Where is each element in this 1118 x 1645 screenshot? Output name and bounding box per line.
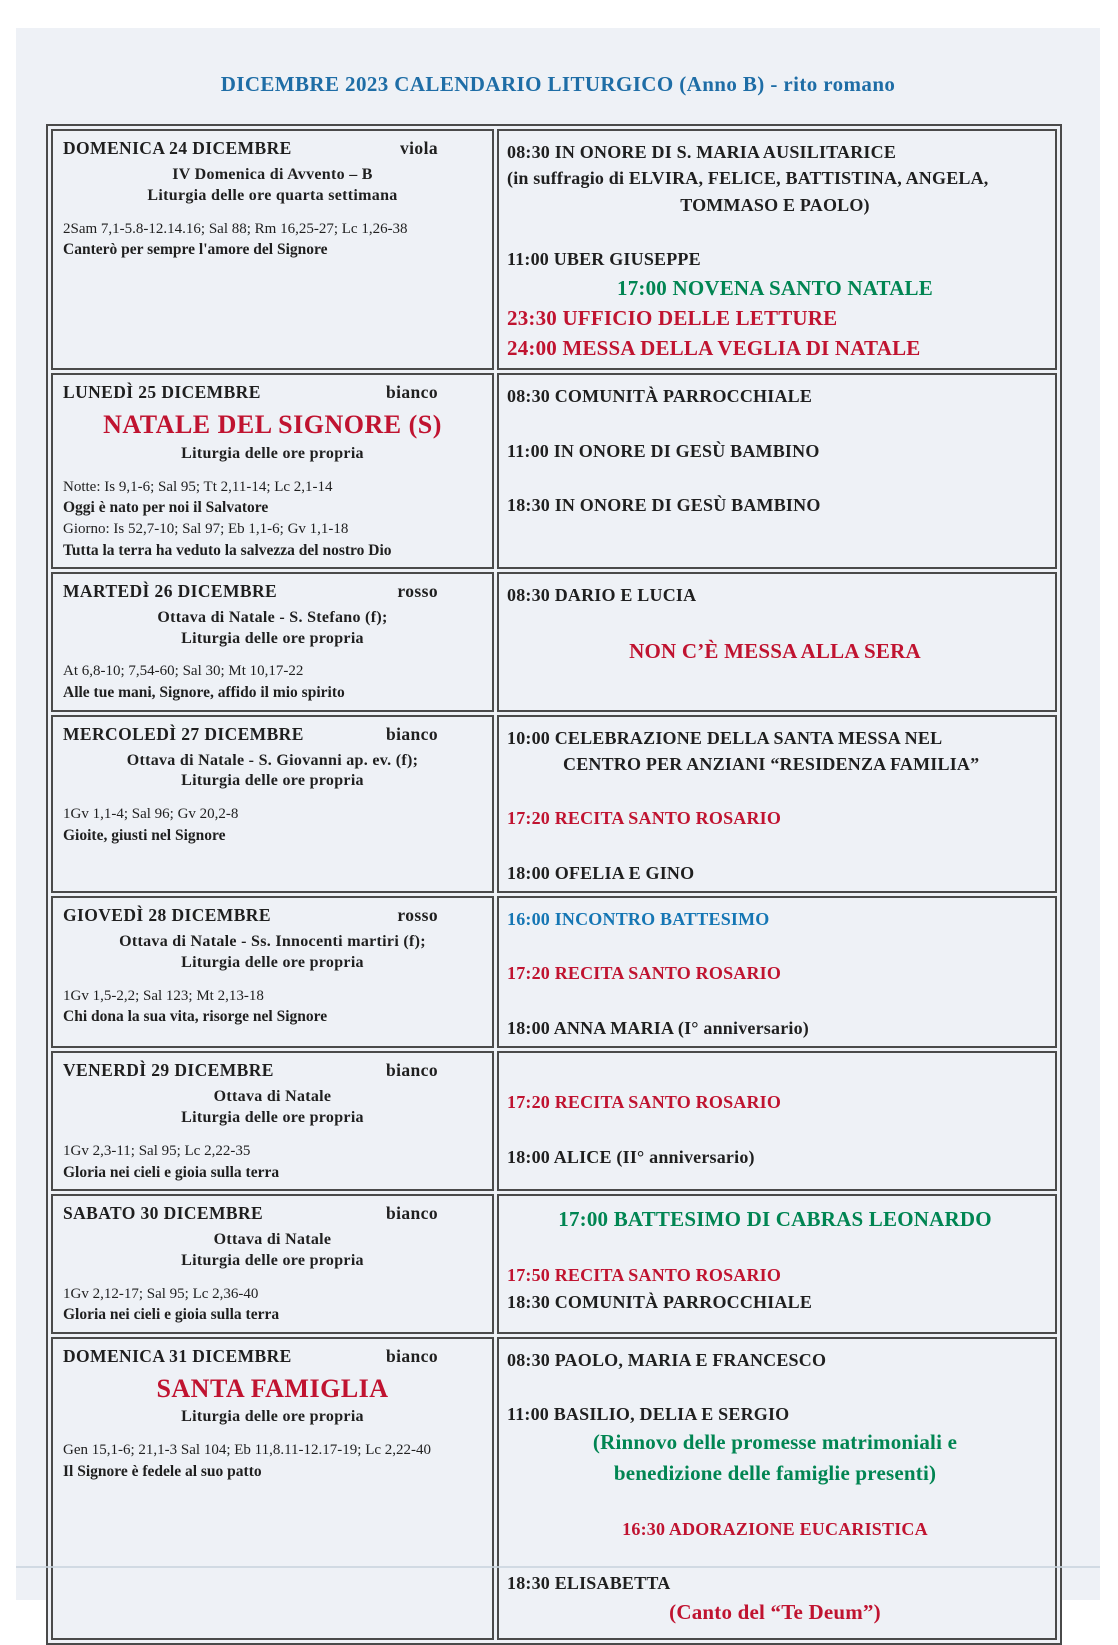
day-events-cell [497, 896, 1057, 1048]
liturgical-color-label: bianco [386, 723, 438, 744]
reading-line: Notte: Is 9,1-6; Sal 95; Tt 2,11-14; Lc 2,1-14 [63, 478, 333, 495]
event-line: 16:00 INCONTRO BATTESIMO [507, 909, 770, 930]
event-line: 08:30 PAOLO, MARIA E FRANCESCO [507, 1349, 827, 1370]
reading-line: Il Signore è fedele al suo patto [63, 1462, 262, 1480]
scan-artifact-line [16, 1566, 1100, 1568]
day-header [63, 905, 482, 926]
feast-line: NATALE DEL SIGNORE (S) [103, 410, 442, 440]
reading-line: Tutta la terra ha veduto la salvezza del nostro Dio [63, 541, 392, 559]
event-line: benedizione delle famiglie presenti) [613, 1460, 937, 1485]
feast-line: Liturgia delle ore propria [181, 444, 364, 462]
event-line: 08:30 DARIO E LUCIA [507, 584, 697, 605]
event-line: 17:00 NOVENA SANTO NATALE [617, 275, 933, 300]
readings-block [63, 1141, 482, 1183]
feast-line: Ottava di Natale [213, 1088, 332, 1106]
liturgical-color-label: bianco [386, 382, 438, 403]
readings-block [63, 1284, 482, 1326]
event-line: NON C’È MESSA ALLA SERA [629, 639, 921, 664]
reading-line: Gen 15,1-6; 21,1-3 Sal 104; Eb 11,8.11-12.17-19; Lc 2,22-40 [63, 1441, 432, 1458]
feast-block [63, 1373, 482, 1428]
feast-block [63, 751, 482, 793]
event-line: 18:00 ANNA MARIA (I° anniversario) [507, 1017, 809, 1038]
event-line: 24:00 MESSA DELLA VEGLIA DI NATALE [507, 336, 921, 361]
reading-line: 1Gv 1,5-2,2; Sal 123; Mt 2,13-18 [63, 987, 264, 1004]
reading-line: Chi dona la sua vita, risorge nel Signore [63, 1008, 328, 1026]
day-header [63, 138, 482, 159]
feast-line: Liturgia delle ore quarta settimana [147, 186, 398, 204]
liturgical-color-label: rosso [397, 905, 438, 926]
readings-block [63, 1440, 482, 1482]
day-header [63, 581, 482, 602]
calendar-table [46, 124, 1062, 1645]
liturgical-color-label: bianco [386, 1202, 438, 1223]
day-events-cell [497, 373, 1057, 568]
event-line: (in suffragio di ELVIRA, FELICE, BATTISTINA, ANGELA, [507, 168, 989, 189]
day-header [63, 1346, 482, 1367]
event-line: 18:30 IN ONORE DI GESÙ BAMBINO [507, 495, 821, 516]
event-line: 18:30 ELISABETTA [507, 1573, 671, 1594]
page-title: DICEMBRE 2023 CALENDARIO LITURGICO (Anno B) - rito romano [220, 72, 896, 96]
readings-block [63, 661, 482, 703]
day-header [63, 1203, 482, 1224]
liturgical-color-label: viola [400, 138, 438, 158]
event-line: 16:30 ADORAZIONE EUCARISTICA [622, 1518, 928, 1539]
feast-block [63, 932, 482, 974]
feast-line: Ottava di Natale - S. Giovanni ap. ev. (f); [126, 751, 419, 769]
day-events-cell [497, 1051, 1057, 1191]
day-name: SABATO 30 DICEMBRE [63, 1202, 264, 1223]
feast-line: IV Domenica di Avvento – B [172, 166, 373, 183]
reading-line: Gioite, giusti nel Signore [63, 826, 226, 844]
readings-block [63, 986, 482, 1028]
feast-line: Liturgia delle ore propria [181, 629, 364, 647]
day-name: MARTEDÌ 26 DICEMBRE [63, 580, 278, 601]
feast-block [63, 409, 482, 464]
reading-line: Giorno: Is 52,7-10; Sal 97; Eb 1,1-6; Gv 1,1-18 [63, 520, 349, 537]
day-events-cell [497, 129, 1057, 370]
event-line: 11:00 UBER GIUSEPPE [507, 249, 701, 270]
event-line: 10:00 CELEBRAZIONE DELLA SANTA MESSA NEL [507, 727, 943, 748]
liturgical-color-label: rosso [397, 580, 438, 601]
day-name: MERCOLEDÌ 27 DICEMBRE [63, 723, 304, 744]
event-line: (Canto del “Te Deum”) [669, 1599, 881, 1624]
day-events-cell [497, 572, 1057, 712]
reading-line: Oggi è nato per noi il Salvatore [63, 499, 269, 517]
day-info-cell [51, 896, 494, 1048]
reading-line: 1Gv 2,12-17; Sal 95; Lc 2,36-40 [63, 1285, 259, 1302]
reading-line: 1Gv 2,3-11; Sal 95; Lc 2,22-35 [63, 1142, 251, 1159]
feast-block [63, 1087, 482, 1129]
feast-line: Liturgia delle ore propria [181, 1109, 364, 1127]
reading-line: Canterò per sempre l'amore del Signore [63, 241, 328, 259]
scanned-page [16, 28, 1100, 1624]
feast-line: Ottava di Natale - Ss. Innocenti martiri (f); [119, 933, 426, 951]
reading-line: At 6,8-10; 7,54-60; Sal 30; Mt 10,17-22 [63, 663, 304, 680]
event-line: TOMMASO E PAOLO) [680, 194, 870, 215]
liturgical-color-label: bianco [386, 1345, 438, 1366]
day-header [63, 724, 482, 745]
day-name: DOMENICA 24 DICEMBRE [63, 138, 292, 158]
feast-line: Liturgia delle ore propria [181, 953, 364, 971]
event-line: CENTRO PER ANZIANI “RESIDENZA FAMILIA” [563, 753, 980, 774]
reading-line: Alle tue mani, Signore, affido il mio spirito [63, 684, 345, 702]
reading-line: 2Sam 7,1-5.8-12.14.16; Sal 88; Rm 16,25-27; Lc 1,26-38 [63, 220, 408, 237]
event-line: (Rinnovo delle promesse matrimoniali e [592, 1430, 958, 1455]
feast-line: SANTA FAMIGLIA [156, 1373, 389, 1403]
day-info-cell [51, 129, 494, 370]
day-events-cell [497, 1194, 1057, 1334]
readings-block [63, 219, 482, 261]
feast-line: Ottava di Natale [213, 1230, 332, 1248]
day-name: GIOVEDÌ 28 DICEMBRE [63, 905, 271, 926]
event-line: 17:20 RECITA SANTO ROSARIO [507, 1092, 782, 1113]
event-line: 11:00 IN ONORE DI GESÙ BAMBINO [507, 440, 820, 461]
reading-line: Gloria nei cieli e gioia sulla terra [63, 1163, 280, 1181]
event-line: 17:50 RECITA SANTO ROSARIO [507, 1265, 782, 1286]
day-header [63, 382, 482, 403]
event-line: 18:30 COMUNITÀ PARROCCHIALE [507, 1291, 813, 1312]
event-line: 17:20 RECITA SANTO ROSARIO [507, 808, 782, 829]
event-line: 23:30 UFFICIO DELLE LETTURE [507, 305, 838, 330]
event-line: 18:00 ALICE (II° anniversario) [507, 1146, 755, 1167]
feast-line: Liturgia delle ore propria [181, 1251, 364, 1269]
day-info-cell [51, 572, 494, 712]
feast-block [63, 608, 482, 650]
feast-line: Liturgia delle ore propria [181, 1408, 364, 1426]
day-info-cell [51, 715, 494, 894]
reading-line: 1Gv 1,1-4; Sal 96; Gv 20,2-8 [63, 806, 239, 823]
feast-block [63, 1230, 482, 1272]
day-info-cell [51, 1194, 494, 1334]
reading-line: Gloria nei cieli e gioia sulla terra [63, 1306, 280, 1324]
feast-line: Liturgia delle ore propria [181, 772, 364, 790]
liturgical-color-label: bianco [386, 1060, 438, 1081]
feast-line: Ottava di Natale - S. Stefano (f); [157, 608, 388, 626]
feast-block [63, 165, 482, 207]
event-line: 11:00 BASILIO, DELIA E SERGIO [507, 1403, 790, 1424]
day-events-cell [497, 1337, 1057, 1640]
day-info-cell [51, 1051, 494, 1191]
event-line: 08:30 IN ONORE DI S. MARIA AUSILITARICE [507, 142, 897, 162]
day-name: VENERDÌ 29 DICEMBRE [63, 1060, 274, 1081]
day-info-cell [51, 373, 494, 568]
event-line: 18:00 OFELIA E GINO [507, 862, 695, 883]
day-name: DOMENICA 31 DICEMBRE [63, 1345, 292, 1366]
event-line: 17:00 BATTESIMO DI CABRAS LEONARDO [558, 1206, 992, 1231]
event-line: 17:20 RECITA SANTO ROSARIO [507, 963, 782, 984]
event-line: 08:30 COMUNITÀ PARROCCHIALE [507, 386, 813, 407]
day-name: LUNEDÌ 25 DICEMBRE [63, 382, 261, 403]
readings-block [63, 804, 482, 846]
day-header [63, 1060, 482, 1081]
day-events-cell [497, 715, 1057, 894]
day-info-cell [51, 1337, 494, 1640]
readings-block [63, 477, 482, 561]
